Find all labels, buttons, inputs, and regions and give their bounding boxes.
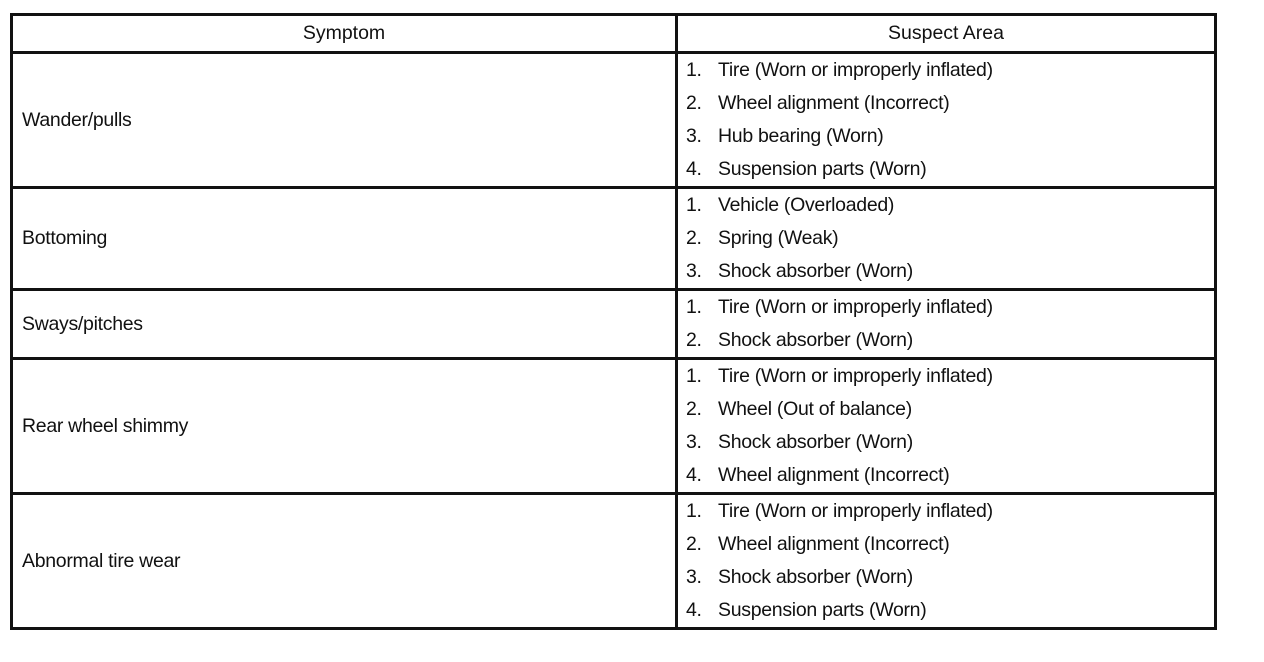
item-text: Spring (Weak)	[718, 227, 839, 249]
symptom-cell: Rear wheel shimmy	[12, 359, 677, 494]
suspect-item	[686, 153, 1214, 186]
item-text: Shock absorber (Worn)	[718, 566, 913, 588]
suspect-item	[686, 594, 1214, 627]
suspect-item	[686, 561, 1214, 594]
item-number: 2.	[686, 329, 702, 351]
item-number: 3.	[686, 260, 702, 282]
suspect-item	[686, 495, 1214, 528]
item-text: Wheel alignment (Incorrect)	[718, 92, 950, 114]
suspect-item	[686, 324, 1214, 357]
suspect-item	[686, 255, 1214, 288]
item-number: 2.	[686, 92, 702, 114]
troubleshooting-table	[10, 13, 1217, 630]
item-number: 3.	[686, 125, 702, 147]
item-text: Wheel alignment (Incorrect)	[718, 464, 950, 486]
item-number: 4.	[686, 158, 702, 180]
item-number: 2.	[686, 533, 702, 555]
suspect-item	[686, 459, 1214, 492]
symptom-cell: Bottoming	[12, 188, 677, 290]
item-number: 4.	[686, 599, 702, 621]
table-row	[12, 494, 1216, 629]
suspect-item	[686, 189, 1214, 222]
item-number: 2.	[686, 398, 702, 420]
item-number: 3.	[686, 431, 702, 453]
suspect-area-cell	[677, 188, 1216, 290]
item-text: Tire (Worn or improperly inflated)	[718, 296, 993, 318]
item-text: Tire (Worn or improperly inflated)	[718, 59, 993, 81]
item-text: Shock absorber (Worn)	[718, 260, 913, 282]
item-text: Vehicle (Overloaded)	[718, 194, 895, 216]
symptom-cell: Abnormal tire wear	[12, 494, 677, 629]
table-row	[12, 290, 1216, 359]
suspect-item	[686, 54, 1214, 87]
suspect-item	[686, 291, 1214, 324]
suspect-item	[686, 393, 1214, 426]
item-text: Hub bearing (Worn)	[718, 125, 884, 147]
item-text: Wheel (Out of balance)	[718, 398, 912, 420]
suspect-area-cell	[677, 290, 1216, 359]
item-number: 1.	[686, 500, 702, 522]
suspect-item	[686, 528, 1214, 561]
item-text: Shock absorber (Worn)	[718, 329, 913, 351]
suspect-area-header: Suspect Area	[677, 15, 1216, 53]
suspect-area-cell	[677, 53, 1216, 188]
item-number: 2.	[686, 227, 702, 249]
item-number: 3.	[686, 566, 702, 588]
item-text: Tire (Worn or improperly inflated)	[718, 500, 993, 522]
item-text: Tire (Worn or improperly inflated)	[718, 365, 993, 387]
item-text: Shock absorber (Worn)	[718, 431, 913, 453]
suspect-item	[686, 360, 1214, 393]
symptom-cell: Sways/pitches	[12, 290, 677, 359]
symptom-cell: Wander/pulls	[12, 53, 677, 188]
table-row	[12, 359, 1216, 494]
symptom-header: Symptom	[12, 15, 677, 53]
suspect-item	[686, 87, 1214, 120]
suspect-item	[686, 222, 1214, 255]
table-body	[12, 53, 1216, 629]
table-row	[12, 188, 1216, 290]
suspect-area-cell	[677, 359, 1216, 494]
item-text: Suspension parts (Worn)	[718, 599, 927, 621]
suspect-item	[686, 426, 1214, 459]
item-text: Suspension parts (Worn)	[718, 158, 927, 180]
item-number: 4.	[686, 464, 702, 486]
header-row	[12, 15, 1216, 53]
item-number: 1.	[686, 365, 702, 387]
suspect-area-cell	[677, 494, 1216, 629]
table-row	[12, 53, 1216, 188]
item-number: 1.	[686, 194, 702, 216]
suspect-item	[686, 120, 1214, 153]
item-number: 1.	[686, 59, 702, 81]
item-number: 1.	[686, 296, 702, 318]
item-text: Wheel alignment (Incorrect)	[718, 533, 950, 555]
